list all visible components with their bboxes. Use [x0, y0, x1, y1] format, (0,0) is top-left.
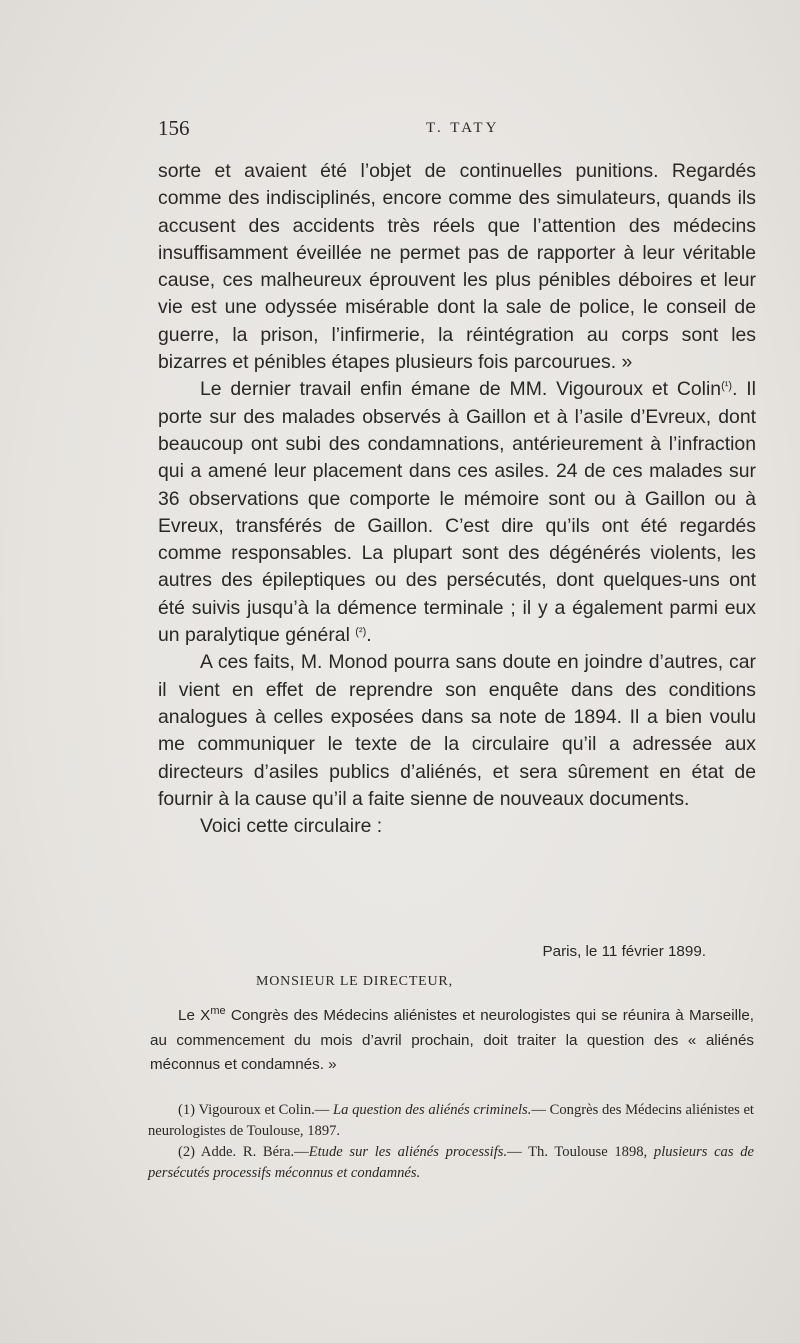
letter-text: Congrès des Médecins aliénistes et neurologistes qui se réunira à Marseille, au commencement du mois d’avril prochain, doit traiter la question des « aliénés méconnus et condamnés. »	[150, 1007, 754, 1073]
footnote-1	[148, 1100, 754, 1142]
footnotes	[148, 1100, 754, 1184]
footnote-author: Vigouroux et Colin.—	[195, 1102, 334, 1118]
paragraph-text: Le dernier travail enfin émane de MM. Vigouroux et Colin	[200, 378, 722, 401]
running-head: T. TATY	[426, 120, 500, 136]
footnote-2	[148, 1142, 754, 1184]
paragraph-circulaire-intro: Voici cette circulaire :	[200, 815, 383, 838]
paragraph-monod: A ces faits, M. Monod pourra sans doute en joindre d’autres, car il vient en effet de reprendre son enquête dans des conditions analogues à celles exposées dans sa note de 1894. Il a bien voulu me communiquer le texte de la circulaire qu’il a adressée aux directeurs d’asiles publics d’aliénés, et sera sûrement en état de fournir à la cause qu’il a faite sienne de nouveaux documents.	[158, 651, 756, 810]
footnote-ref-2: (²)	[355, 626, 367, 639]
footnote-title: plusieurs cas de persécutés processifs méconnus et condamnés.	[148, 1144, 754, 1181]
letter-body	[150, 1004, 754, 1078]
letter-date: Paris, le 11 février 1899.	[542, 943, 706, 960]
paragraph-continuation: sorte et avaient été l’objet de continuelles punitions. Regardés comme des indisciplinés, encore comme des simulateurs, quands ils accusent des accidents très réels que l’attention des médecins insuffisamment éveillée ne permet pas de rapporter à leur véritable cause, ces malheureux éprouvent les plus pénibles déboires et leur vie est une odyssée misérable dont la sale de police, le conseil de guerre, la prison, l’infirmerie, la réintégration au corps sont les bizarres et pénibles étapes plusieurs fois parcourues. »	[158, 160, 756, 374]
paragraph-vigouroux-colin	[158, 376, 756, 649]
footnote-ref-1: (¹)	[721, 380, 733, 393]
paragraph-text: .	[366, 624, 372, 647]
footnote-text: — Congrès des Médecins aliénistes et neurologistes de Toulouse, 1897.	[148, 1102, 754, 1139]
footnote-mark: (1)	[178, 1102, 196, 1118]
ordinal-superscript: me	[210, 1005, 226, 1017]
body-text	[158, 158, 756, 840]
page-number: 156	[158, 116, 190, 140]
circular-letter	[150, 940, 754, 1078]
footnote-mark: (2)	[178, 1144, 196, 1160]
paragraph-text: . Il porte sur des malades observés à Gaillon et à l’asile d’Evreux, dont beaucoup ont subi des condamnations, antérieurement à l’infraction qui a amené leur placement dans ces asiles. 24 de ces malades sur 36 observations que comporte le mémoire sont ou à Gaillon ou à Evreux, transférés de Gaillon. C’est dire qu’ils ont été regardés comme responsables. La plupart sont des dégénérés violents, les autres des épileptiques ou des persécutés, dont quelques-uns ont été suivis jusqu’à la démence terminale ; il y a également parmi eux un paralytique général	[158, 378, 756, 647]
footnote-title: Etude sur les aliénés processifs.	[308, 1144, 508, 1160]
page-header	[158, 116, 756, 144]
footnote-author: Adde. R. Béra.—	[195, 1144, 309, 1160]
letter-text: Le X	[178, 1007, 211, 1024]
footnote-title: La question des aliénés criminels.	[333, 1102, 532, 1118]
letter-salutation: MONSIEUR LE DIRECTEUR,	[256, 974, 453, 989]
footnote-text: — Th. Toulouse 1898,	[507, 1144, 654, 1160]
